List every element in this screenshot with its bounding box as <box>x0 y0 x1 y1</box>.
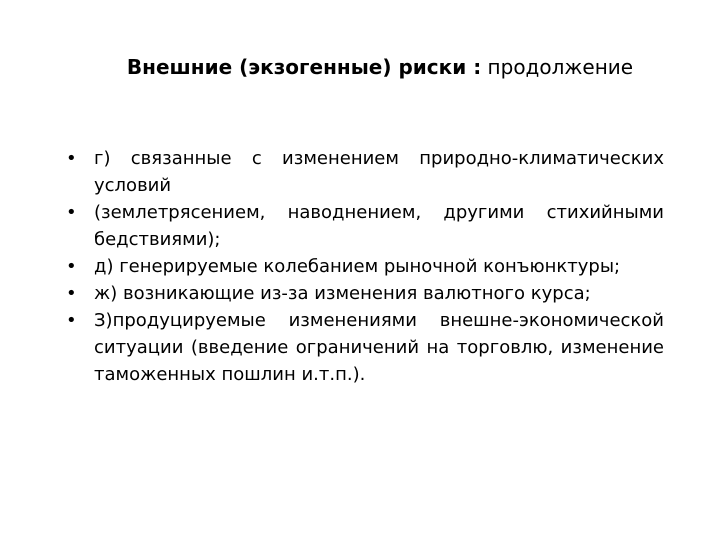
bullet-item <box>60 253 664 280</box>
slide-title-bold: Внешние (экзогенные) риски : <box>126 55 482 79</box>
bullet-text: (землетрясением, наводнением, другими стихийными бедствиями); <box>94 202 664 250</box>
bullet-list <box>60 145 664 388</box>
bullet-icon: • <box>66 148 77 169</box>
bullet-text: д) генерируемые колебанием рыночной конъюнктуры; <box>94 256 621 277</box>
bullet-text: З)продуцируемые изменениями внешне-экономической ситуации (введение ограничений на торговлю, изменение таможенных пошлин и.т.п.). <box>94 310 664 385</box>
bullet-icon: • <box>66 310 77 331</box>
slide-title-rest: продолжение <box>481 55 634 79</box>
bullet-text: г) связанные с изменением природно-климатических условий <box>94 148 664 196</box>
bullet-text: ж) возникающие из-за изменения валютного курса; <box>94 283 591 304</box>
bullet-item <box>60 307 664 388</box>
bullet-item <box>60 199 664 253</box>
bullet-icon: • <box>66 256 77 277</box>
bullet-icon: • <box>66 283 77 304</box>
slide-title <box>60 52 700 82</box>
bullet-item <box>60 145 664 199</box>
bullet-icon: • <box>66 202 77 223</box>
bullet-item <box>60 280 664 307</box>
